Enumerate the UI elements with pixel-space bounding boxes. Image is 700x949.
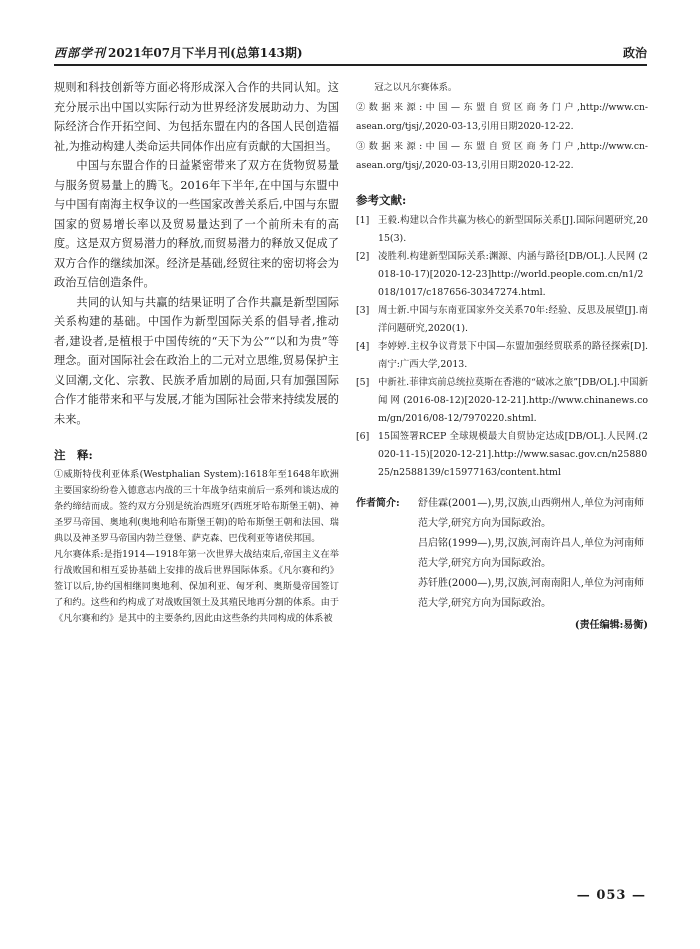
reference-number: [6] [356, 430, 370, 442]
reference-text: 15国签署RCEP 全球规模最大自贸协定达成[DB/OL].人民网.(2020-11-15)[2020-12-21].http://www.sasac.gov.cn/n2588025/n2588139/c15977163/content.html [378, 430, 648, 478]
body-paragraph: 共同的认知与共赢的结果证明了合作共赢是新型国际关系构建的基础。中国作为新型国际关系的倡导者,推动者,建设者,是植根于中国传统的“天下为公”“以和为贵”等理念。面对国际社会在政治上的二元对立思维,贸易保护主义回潮,文化、宗教、民族矛盾加剧的局面,只有加强国际合作才能带来和平与发展,才能为国际社会带来持续发展的未来。 [54, 295, 339, 426]
reference-item [356, 428, 648, 482]
reference-item [356, 374, 648, 428]
body-paragraph: 中国与东盟合作的日益紧密带来了双方在货物贸易量与服务贸易量上的腾飞。2016年下半年,在中国与东盟中与中国有南海主权争议的一些国家改善关系后,中国与东盟国家的贸易增长率以及贸易量达到了一个前所未有的高度。这是双方贸易潜力的释放,而贸易潜力的释放又促成了双方合作的继续加深。经济是基础,经贸往来的密切将会为政治互信创造条件。 [54, 159, 339, 289]
reference-item [356, 338, 648, 374]
references-list [356, 212, 648, 482]
note-item: 凡尔赛体系:是指1914—1918年第一次世界大战结束后,帝国主义在举行战败国和相互妥协基础上安排的战后世界国际体系。《凡尔赛和约》签订以后,协约国相继同奥地利、保加利亚、匈牙利、奥斯曼帝国签订了和约。这些和约构成了对战败国领土及其殖民地再分割的体系。由于《凡尔赛和约》是其中的主要条约,因此由这些条约共同构成的体系被 [54, 549, 339, 624]
reference-text: 李婷婷.主权争议背景下中国—东盟加强经贸联系的路径探索[D].南宁:广西大学,2013. [378, 340, 648, 370]
author-label: 作者简介: [356, 497, 400, 509]
reference-text: 王毅.构建以合作共赢为核心的新型国际关系[J].国际问题研究,2015(3). [378, 214, 648, 244]
note-item: ①威斯特伐利亚体系(Westphalian System):1618年至1648年欧洲主要国家纷纷卷入德意志内战的三十年战争结束前后一系列和谈达成的条约缔结而成。签约双方分别是统治西班牙(西班牙哈布斯堡王朝)、神圣罗马帝国、奥地利(奥地利哈布斯堡王朝)的哈布斯堡王朝和法国、瑞典以及神圣罗马帝国内勃兰登堡、萨克森、巴伐利亚等诸侯邦国。 [54, 469, 339, 544]
reference-number: [3] [356, 304, 370, 316]
note-item: ②数据来源:中国—东盟自贸区商务门户,http://www.cn-asean.org/tjsj/,2020-03-13,引用日期2020-12-22. [356, 101, 648, 132]
reference-text: 凌胜利.构建新型国际关系:渊源、内涵与路径[DB/OL].人民网 (2018-10-17)[2020-12-23]http://world.people.com.cn/n1/2018/1017/c187656-30347274.html. [378, 250, 648, 298]
header-left [54, 44, 303, 61]
notes-title: 注 释: [54, 448, 93, 462]
author-item: 吕启铭(1999—),男,汉族,河南许昌人,单位为河南师范大学,研究方向为国际政治。 [418, 537, 644, 569]
reference-number: [5] [356, 376, 370, 388]
page-header [54, 44, 647, 66]
note-continuation: 冠之以凡尔赛体系。 [374, 82, 458, 93]
reference-number: [1] [356, 214, 370, 226]
author-list [418, 494, 648, 614]
reference-item [356, 302, 648, 338]
reference-item [356, 248, 648, 302]
reference-text: 周士新.中国与东南亚国家外交关系70年:经验、反思及展望[J].南洋问题研究,2020(1). [378, 304, 648, 334]
right-column [356, 78, 648, 636]
journal-issue: 2021年07月下半月刊(总第143期) [108, 46, 303, 60]
reference-number: [4] [356, 340, 370, 352]
editor-credit: (责任编辑:易衡) [574, 619, 648, 631]
page-number: — 053 — [576, 888, 646, 903]
left-column [54, 78, 339, 627]
reference-text: 中新社.菲律宾前总统拉莫斯在香港的“破冰之旅”[DB/OL].中国新闻网(2016-08-12)[2020-12-21].http://www.chinanews.com/gn/2016/08-12/7970220.shtml. [378, 376, 648, 424]
reference-item [356, 212, 648, 248]
author-row [356, 494, 648, 614]
author-item: 舒佳霖(2001—),男,汉族,山西朔州人,单位为河南师范大学,研究方向为国际政治。 [418, 497, 644, 529]
references-title: 参考文献: [356, 192, 407, 207]
section-label: 政治 [622, 46, 647, 60]
notes-list [54, 467, 339, 627]
author-info [356, 494, 648, 636]
reference-number: [2] [356, 250, 370, 262]
note-item: ③数据来源:中国—东盟自贸区商务门户,http://www.cn-asean.org/tjsj/,2020-03-13,引用日期2020-12-22. [356, 140, 648, 171]
author-item: 苏钎胜(2000—),男,汉族,河南南阳人,单位为河南师范大学,研究方向为国际政治。 [418, 577, 644, 609]
body-paragraph: 规则和科技创新等方面必将形成深入合作的共同认知。这充分展示出中国以实际行动为世界经济发展助动力、为国际经济合作开拓空间、为包括东盟在内的各国人民创造福祉,为推动构建人类命运共同体作出应有贡献的大国担当。 [54, 81, 339, 153]
journal-brand: 西部学刊 [54, 46, 107, 60]
